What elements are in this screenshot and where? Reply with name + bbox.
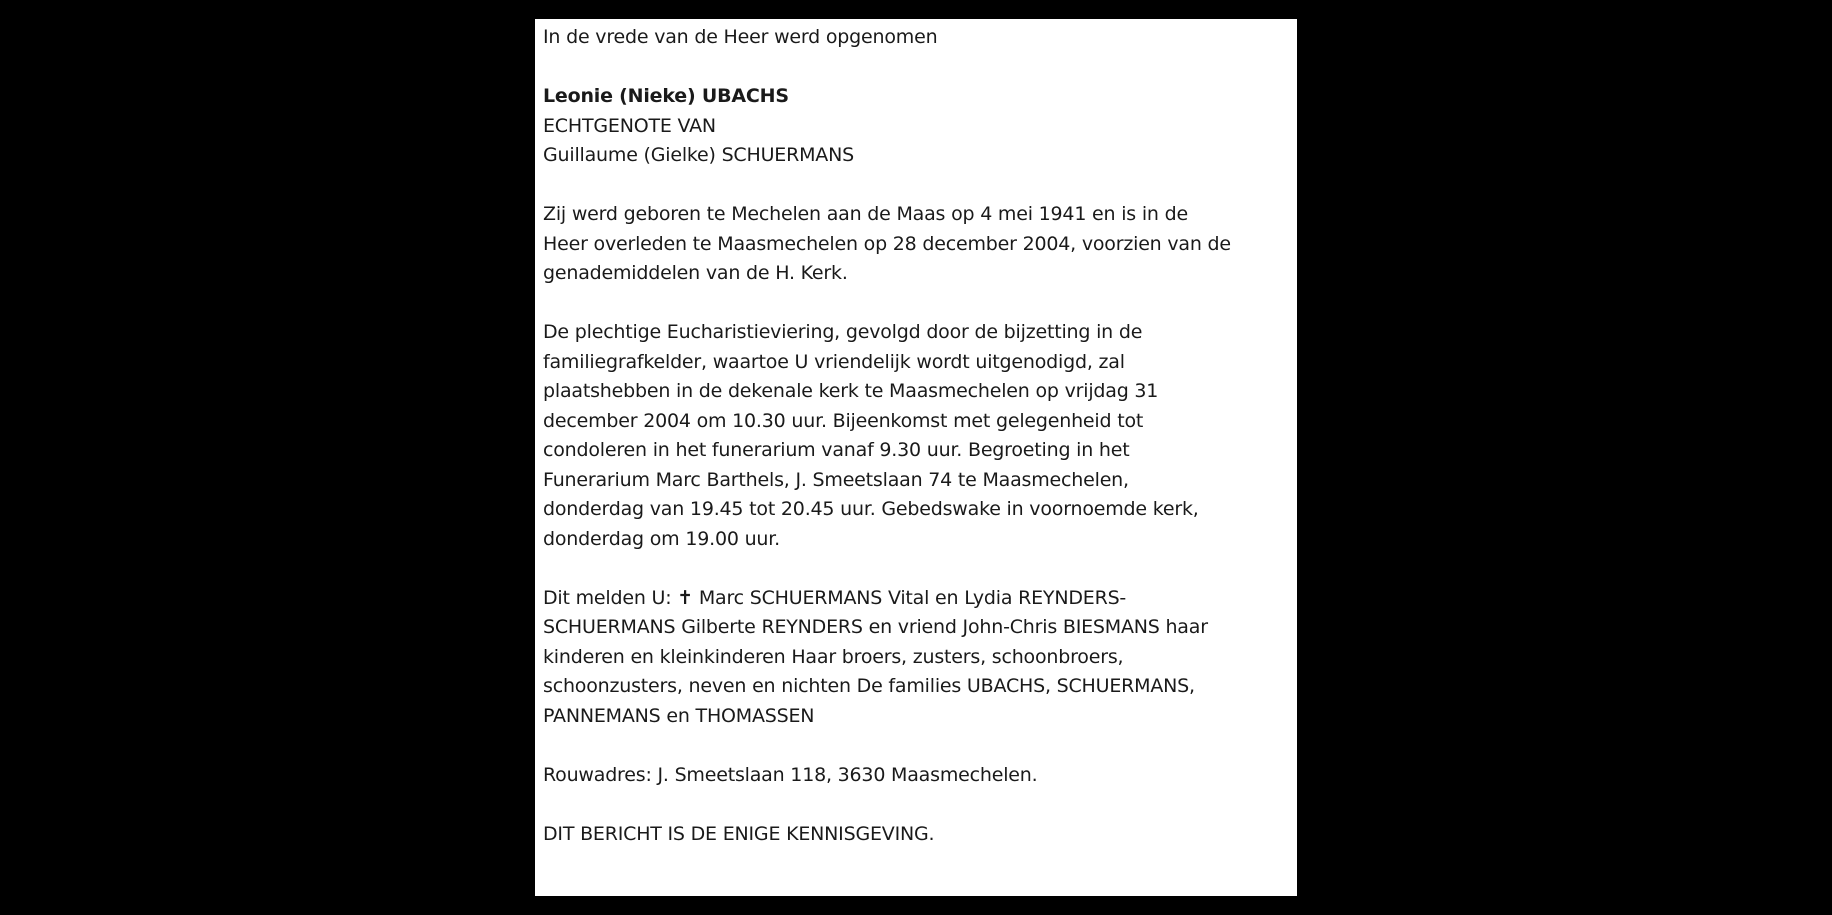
spacer xyxy=(543,731,1289,761)
spacer xyxy=(543,171,1289,201)
paragraph-line: familiegrafkelder, waartoe U vriendelijk wordt uitgenodigd, zal xyxy=(543,350,1125,373)
paragraph-line: condoleren in het funerarium vanaf 9.30 uur. Begroeting in het xyxy=(543,439,1130,461)
paragraph-line: Funerarium Marc Barthels, J. Smeetslaan 74 te Maasmechelen, xyxy=(543,468,1129,491)
paragraph-line: PANNEMANS en THOMASSEN xyxy=(543,704,815,727)
spouse-name: Guillaume (Gielke) SCHUERMANS xyxy=(543,144,854,166)
paragraph-line: plaatshebben in de dekenale kerk te Maasmechelen op vrijdag 31 xyxy=(543,380,1159,402)
birth-death-paragraph xyxy=(543,200,1289,289)
paragraph-line: december 2004 om 10.30 uur. Bijeenkomst met gelegenheid tot xyxy=(543,409,1144,432)
relation-text: ECHTGENOTE VAN xyxy=(543,114,716,137)
intro-text: In de vrede van de Heer werd opgenomen xyxy=(543,26,938,48)
obituary-notice xyxy=(535,19,1297,896)
mourning-address: Rouwadres: J. Smeetslaan 118, 3630 Maasmechelen. xyxy=(543,763,1038,786)
paragraph-line: SCHUERMANS Gilberte REYNDERS en vriend John-Chris BIESMANS haar xyxy=(543,616,1208,638)
paragraph-line: Heer overleden te Maasmechelen op 28 december 2004, voorzien van de xyxy=(543,232,1231,255)
paragraph-line: donderdag om 19.00 uur. xyxy=(543,527,780,550)
paragraph-line: kinderen en kleinkinderen Haar broers, zusters, schoonbroers, xyxy=(543,645,1124,668)
paragraph-line: donderdag van 19.45 tot 20.45 uur. Gebedswake in voornoemde kerk, xyxy=(543,498,1199,520)
closing-statement: DIT BERICHT IS DE ENIGE KENNISGEVING. xyxy=(543,822,935,845)
spacer xyxy=(543,289,1289,319)
ceremony-paragraph xyxy=(543,318,1289,554)
paragraph-line: Dit melden U: ✝ Marc SCHUERMANS Vital en Lydia REYNDERS- xyxy=(543,586,1127,609)
announced-by-paragraph xyxy=(543,584,1289,732)
spacer xyxy=(543,790,1289,820)
paragraph-line: De plechtige Eucharistieviering, gevolgd door de bijzetting in de xyxy=(543,321,1143,343)
spacer xyxy=(543,554,1289,584)
deceased-name: Leonie (Nieke) UBACHS xyxy=(543,85,789,107)
paragraph-line: schoonzusters, neven en nichten De families UBACHS, SCHUERMANS, xyxy=(543,675,1195,697)
spacer xyxy=(543,53,1289,83)
paragraph-line: Zij werd geboren te Mechelen aan de Maas op 4 mei 1941 en is in de xyxy=(543,203,1188,225)
paragraph-line: genademiddelen van de H. Kerk. xyxy=(543,262,848,284)
